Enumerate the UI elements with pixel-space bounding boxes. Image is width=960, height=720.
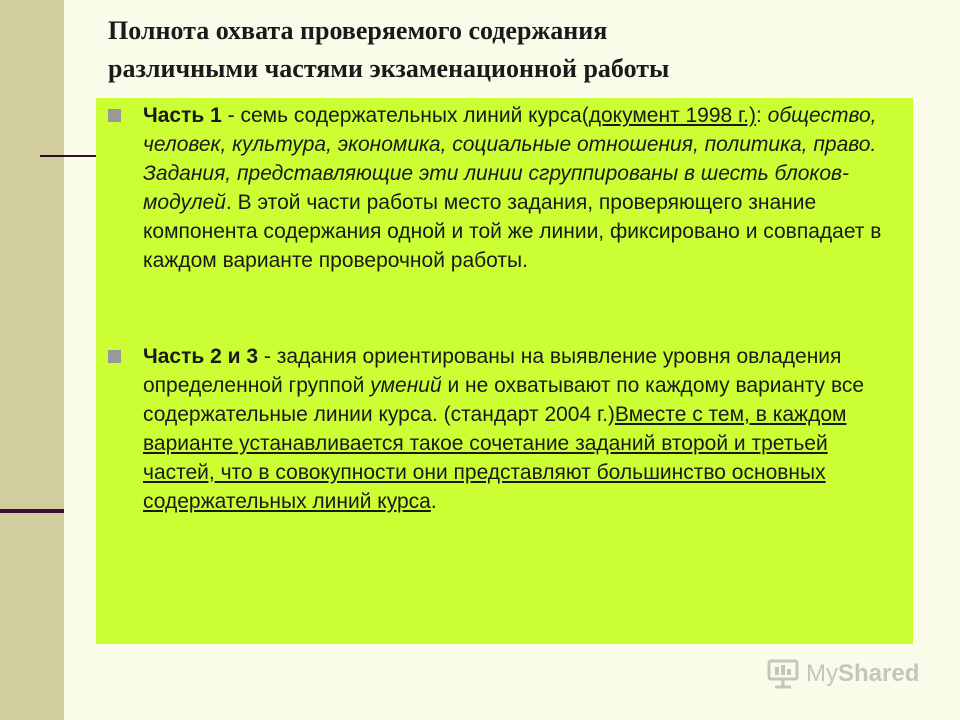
part-1-colon: :	[755, 104, 768, 127]
slide-title	[108, 12, 928, 88]
bullet-square-icon	[108, 350, 121, 363]
part-2-3-text-2: и не охватывают по каждому варианту все содержательные линии курса. (стандарт 2004 г.)	[143, 374, 865, 426]
accent-line-bottom	[0, 509, 64, 513]
title-line-1: Полнота охвата проверяемого содержания	[108, 16, 608, 45]
myshared-watermark	[766, 656, 919, 692]
part-2-3-underlined-link[interactable]: Вместе с тем, в каждом варианте устанавливается такое сочетание заданий второй и третьей частей, что в совокупности они представляют большинство основных содержательных линий курса	[143, 403, 847, 513]
part-2-3-label: Часть 2 и 3	[143, 345, 259, 368]
part-1-rest-text: . В этой части работы место задания, проверяющего знание компонента содержания одной и той же линии, фиксировано и совпадает в каждом варианте проверочной работы.	[143, 191, 882, 272]
part-1-separator: - семь содержательных линий курса(	[221, 104, 589, 127]
paragraph-part-2-3	[143, 342, 905, 516]
watermark-brand-shared: Shared	[838, 660, 920, 687]
paragraph-part-1	[143, 101, 905, 275]
document-1998-link[interactable]: документ 1998 г.)	[588, 104, 756, 127]
part-1-italic-text: общество, человек, культура, экономика, социальные отношения, политика, право. Задания, представляющие эти линии сгруппированы в шесть блоков-модулей	[143, 104, 877, 214]
part-2-3-text-1: - задания ориентированы на выявление уровня овладения определенной группой	[143, 345, 842, 397]
accent-line-top	[40, 155, 96, 157]
part-1-label: Часть 1	[143, 104, 222, 127]
watermark-text	[806, 660, 919, 688]
part-2-3-end: .	[430, 490, 437, 513]
part-2-3-italic-word: умений	[370, 374, 442, 397]
bullet-square-icon	[108, 109, 121, 122]
left-decorative-band	[0, 0, 64, 720]
presentation-board-icon	[766, 659, 800, 689]
watermark-brand-my: My	[806, 660, 838, 687]
title-line-2: различными частями экзаменационной работы	[108, 54, 670, 83]
